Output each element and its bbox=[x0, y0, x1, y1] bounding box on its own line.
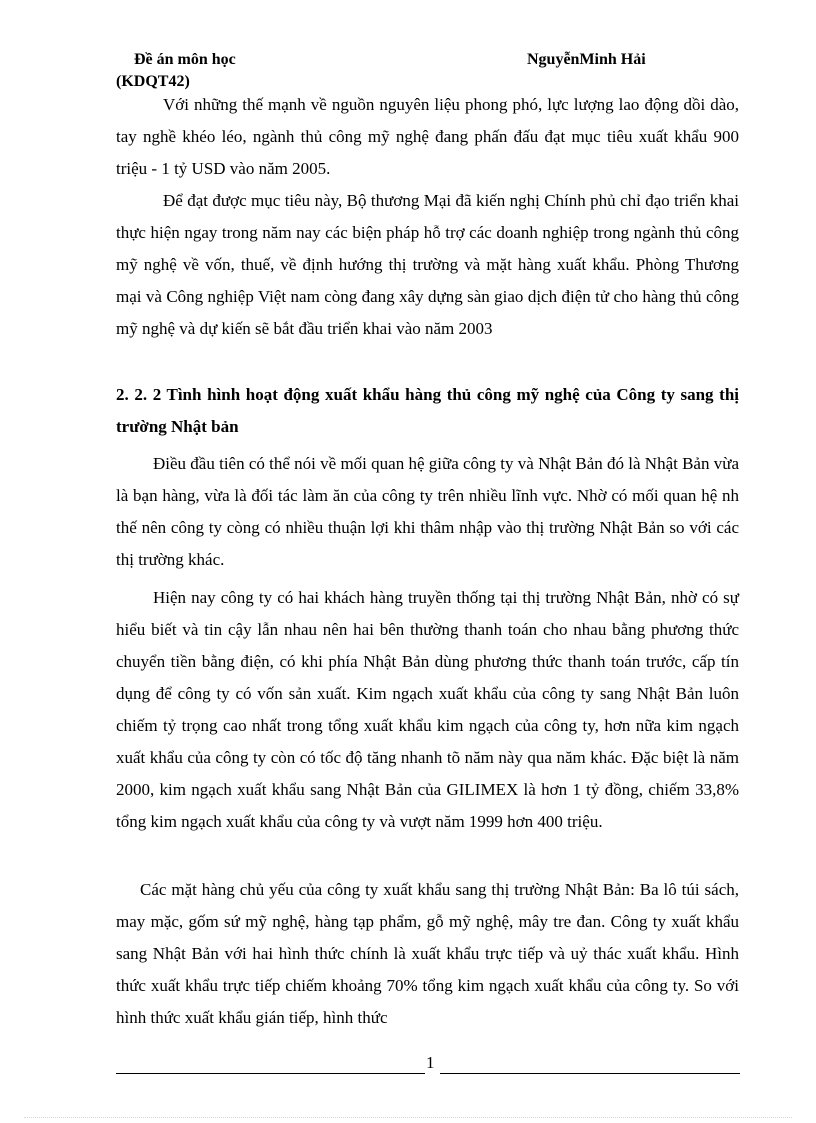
paragraph-products: Các mặt hàng chủ yếu của công ty xuất khẩu sang thị trường Nhật Bản: Ba lô túi sách, may mặc, gốm sứ mỹ nghệ, hàng tạp phẩm, gỗ mỹ nghệ, mây tre đan. Công ty xuất khẩu sang Nhật Bản với hai hình thức chính là xuất khẩu trực tiếp và uỷ thác xuất khẩu. Hình thức xuất khẩu trực tiếp chiếm khoảng 70% tổng kim ngạch xuất khẩu của công ty. So với hình thức xuất khẩu gián tiếp, hình thức bbox=[116, 880, 739, 1027]
section-heading: 2. 2. 2 Tình hình hoạt động xuất khẩu hàng thủ công mỹ nghệ của Công ty sang thị trường Nhật bản bbox=[116, 385, 739, 436]
footer-rule-right bbox=[440, 1073, 740, 1074]
header-class-code: (KDQT42) bbox=[116, 73, 190, 90]
paragraph-customers: Hiện nay công ty có hai khách hàng truyền thống tại thị trường Nhật Bản, nhờ có sự hiểu biết và tin cậy lẫn nhau nên hai bên thường thanh toán cho nhau bằng phương thức chuyển tiền bằng điện, có khi phía Nhật Bản dùng phương thức thanh toán trước, cấp tín dụng để công ty có vốn sản xuất. Kim ngạch xuất khẩu của công ty sang Nhật Bản luôn chiếm tỷ trọng cao nhất trong tổng xuất khẩu kim ngạch của công ty, hơn nữa kim ngạch xuất khẩu của công ty còn có tốc độ tăng nhanh tõ năm này qua năm khác. Đặc biệt là năm 2000, kim ngạch xuất khẩu sang Nhật Bản của GILIMEX là hơn 1 tỷ đồng, chiếm 33,8% tổng kim ngạch xuất khẩu của công ty và vượt năm 1999 hơn 400 triệu. bbox=[116, 588, 739, 831]
header-course-title: Đề án môn học bbox=[134, 51, 236, 68]
footer-rule-left bbox=[116, 1073, 425, 1074]
page-bottom-divider bbox=[24, 1117, 792, 1118]
paragraph-ministry-measures: Để đạt được mục tiêu này, Bộ thương Mại đã kiến nghị Chính phủ chỉ đạo triển khai thực hiện ngay trong năm nay các biện pháp hỗ trợ các doanh nghiệp trong ngành thủ công mỹ nghệ về vốn, thuế, về định hướng thị trường và mặt hàng xuất khẩu. Phòng Thương mại và Công nghiệp Việt nam còng đang xây dựng sàn giao dịch điện tử cho hàng thủ công mỹ nghệ và dự kiến sẽ bắt đầu triển khai vào năm 2003 bbox=[116, 191, 739, 338]
paragraph-relationship: Điều đầu tiên có thể nói về mối quan hệ giữa công ty và Nhật Bản đó là Nhật Bản vừa là bạn hàng, vừa là đối tác làm ăn của công ty trên nhiều lĩnh vực. Nhờ có mối quan hệ nh thế nên công ty còng có nhiều thuận lợi khi thâm nhập vào thị trường Nhật Bản so với các thị trường khác. bbox=[116, 454, 739, 569]
paragraph-resources: Với những thế mạnh về nguồn nguyên liệu phong phó, lực lượng lao động dồi dào, tay nghề khéo léo, ngành thủ công mỹ nghệ đang phấn đấu đạt mục tiêu xuất khẩu 900 triệu - 1 tỷ USD vào năm 2005. bbox=[116, 95, 739, 178]
header-author-name: NguyễnMinh Hải bbox=[527, 51, 646, 68]
page-number: 1 bbox=[426, 1053, 435, 1072]
